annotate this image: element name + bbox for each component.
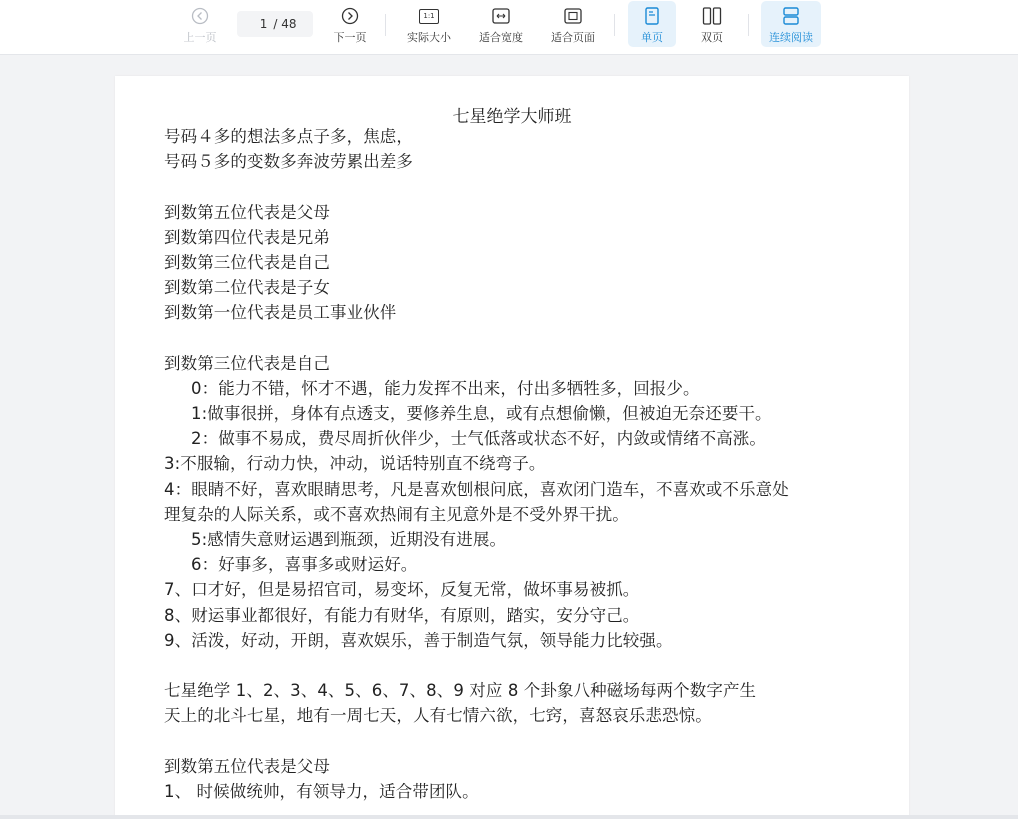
- text-line: 5:感情失意财运遇到瓶颈，近期没有进展。: [191, 530, 507, 549]
- text-line: 9、活泼，好动，开朗，喜欢娱乐，善于制造气氛，领导能力比较强。: [164, 630, 673, 650]
- page-total: / 48: [273, 17, 297, 31]
- single-page-button[interactable]: [628, 1, 676, 47]
- viewer-toolbar: [0, 0, 1018, 55]
- text-line: 0：能力不错，怀才不遇，能力发挥不出来，付出多牺牲多，回报少。: [191, 378, 700, 398]
- blank-line: [164, 653, 884, 678]
- text-line: 1、 时候做统帅，有领导力，适合带团队。: [164, 781, 479, 801]
- text-line: 到数第二位代表是子女: [164, 278, 330, 298]
- prev-page-label: 上一页: [183, 31, 217, 44]
- continuous-reading-icon: [782, 6, 800, 26]
- continuous-reading-label: 连续阅读: [769, 31, 813, 44]
- blank-line: [164, 326, 884, 351]
- text-line: 到数第五位代表是父母: [164, 202, 330, 222]
- actual-size-button[interactable]: [402, 0, 456, 54]
- text-line: 号码４多的想法多点子多，焦虑，: [164, 127, 413, 146]
- double-page-button[interactable]: [690, 0, 734, 54]
- fit-page-label: 适合页面: [551, 31, 595, 44]
- text-line: 2：做事不易成，费尽周折伙伴少，士气低落或状态不好，内敛或情绪不高涨。: [191, 429, 766, 449]
- text-line: 七星绝学 1、2、3、4、5、6、7、8、9 对应 8 个卦象八种磁场每两个数字产生: [164, 681, 757, 701]
- document-title: 七星绝学大师班: [452, 107, 572, 127]
- single-page-label: 单页: [641, 31, 663, 44]
- actual-size-label: 实际大小: [407, 31, 451, 44]
- document-page: [115, 76, 909, 819]
- text-line: 1:做事很拼，身体有点透支，要修养生息，或有点想偷懒，但被迫无奈还要干。: [191, 404, 772, 424]
- chevron-left-circle-icon: [191, 6, 209, 26]
- text-line: 到数第三位代表是自己: [164, 353, 330, 373]
- double-page-label: 双页: [701, 31, 723, 44]
- next-page-button[interactable]: [328, 0, 372, 54]
- double-page-icon: [702, 6, 722, 26]
- fit-width-button[interactable]: [474, 0, 528, 54]
- page-number-input[interactable]: [253, 17, 267, 31]
- blank-line: [164, 174, 884, 199]
- text-line: 天上的北斗七星，地有一周七天，人有七情六欲，七窍，喜怒哀乐悲恐惊。: [164, 706, 712, 726]
- text-line: 理复杂的人际关系，或不喜欢热闹有主见意外是不受外界干扰。: [164, 504, 629, 524]
- prev-page-button[interactable]: [178, 0, 222, 54]
- document-viewport[interactable]: [0, 55, 1018, 819]
- text-line: 号码５多的变数多奔波劳累出差多: [164, 152, 413, 172]
- actual-size-icon: 1:1: [419, 6, 439, 26]
- text-line: 到数第三位代表是自己: [164, 252, 330, 272]
- horizontal-scrollbar[interactable]: [0, 815, 1018, 819]
- continuous-reading-button[interactable]: [761, 1, 821, 47]
- text-line: 到数第一位代表是员工事业伙伴: [164, 303, 397, 323]
- text-line: 到数第五位代表是父母: [164, 756, 330, 776]
- toolbar-divider: [614, 14, 615, 36]
- toolbar-divider: [748, 14, 749, 36]
- fit-page-button[interactable]: [546, 0, 600, 54]
- document-body: [164, 124, 884, 804]
- text-line: 4：眼睛不好，喜欢眼睛思考，凡是喜欢刨根问底，喜欢闭门造车，不喜欢或不乐意处: [164, 479, 789, 499]
- text-line: 6：好事多，喜事多或财运好。: [191, 555, 418, 575]
- page-indicator: [237, 11, 313, 37]
- fit-page-icon: [564, 6, 582, 26]
- text-line: 7、口才好，但是易招官司，易变坏，反复无常，做坏事易被抓。: [164, 580, 640, 600]
- text-line: 8、财运事业都很好，有能力有财华，有原则，踏实，安分守己。: [164, 605, 640, 625]
- fit-width-icon: [492, 6, 510, 26]
- single-page-icon: [644, 6, 660, 26]
- fit-width-label: 适合宽度: [479, 31, 523, 44]
- chevron-right-circle-icon: [341, 6, 359, 26]
- text-line: 到数第四位代表是兄弟: [164, 227, 330, 247]
- next-page-label: 下一页: [333, 31, 367, 44]
- blank-line: [164, 729, 884, 754]
- text-line: 3:不服输，行动力快，冲动，说话特别直不绕弯子。: [164, 454, 546, 474]
- toolbar-divider: [385, 14, 386, 36]
